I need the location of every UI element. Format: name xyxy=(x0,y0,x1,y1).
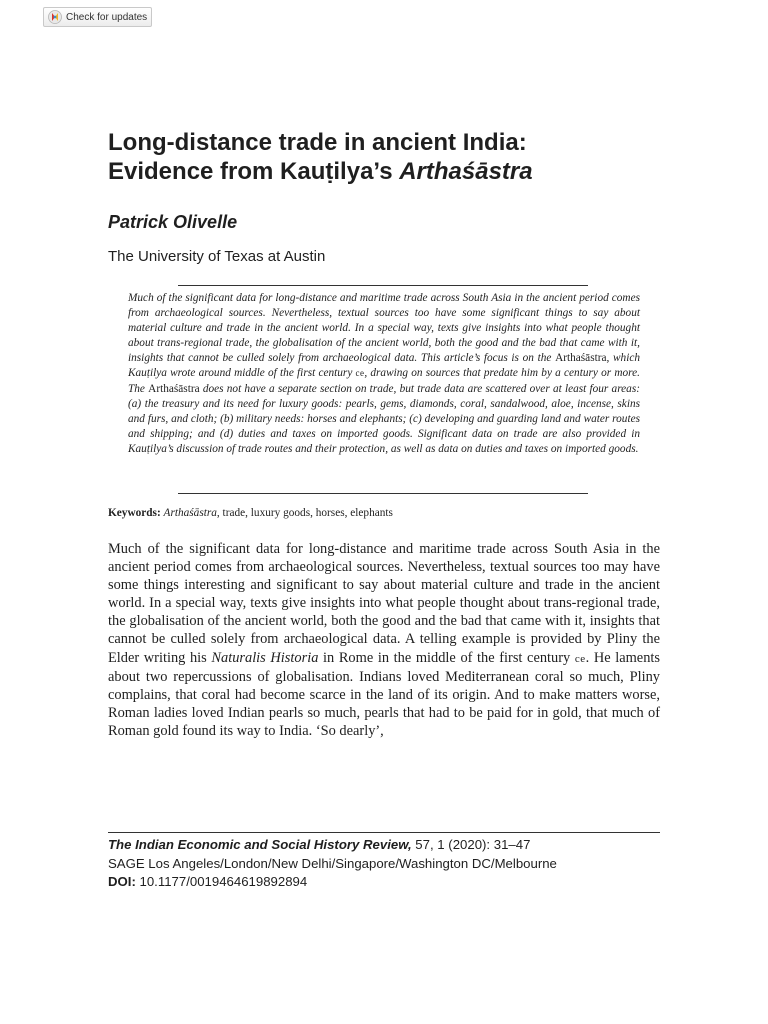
body-era: ce xyxy=(574,652,586,665)
title-line-2: Evidence from Kauṭilya’s xyxy=(108,158,400,185)
abstract-text-3: , drawing on sources that predate him by a century or more. The xyxy=(128,367,640,395)
keywords xyxy=(108,507,393,519)
footer-rule xyxy=(108,832,660,833)
citation-footer xyxy=(108,836,678,892)
keywords-list: , trade, luxury goods, horses, elephants xyxy=(216,507,393,519)
keywords-label: Keywords: xyxy=(108,507,161,519)
doi-label: DOI: xyxy=(108,874,136,889)
author-affiliation: The University of Texas at Austin xyxy=(108,248,326,265)
doi-line xyxy=(108,873,678,892)
crossmark-icon xyxy=(48,10,62,24)
abstract-work-title-2: Arthaśāstra xyxy=(148,382,200,395)
journal-title: The Indian Economic and Social History Review, xyxy=(108,837,412,852)
journal-line xyxy=(108,836,678,855)
publisher-line: SAGE Los Angeles/London/New Delhi/Singapore/Washington DC/Melbourne xyxy=(108,855,557,871)
keyword-work-title: Arthaśāstra xyxy=(163,507,217,519)
abstract-text-4: does not have a separate section on trade, but trade data are scattered over at least four areas: (a) the treasury and its need for luxury goods: pearls, gems, diamonds, coral, sandalwood, aloe, incense, skins and furs, and cloth; (b) military needs: horses and elephants; (c) developing and guarding land and water routes and shipping; and (d) duties and taxes on imported goods. Significant data on trade are also provided in Kauṭilya’s discussion of trade routes and their protection, as well as data on duties and taxes on imported goods. xyxy=(128,382,640,455)
body-italic-work: Naturalis Historia xyxy=(211,649,319,666)
author-name: Patrick Olivelle xyxy=(108,212,238,232)
abstract-text-1: Much of the significant data for long-distance and maritime trade across South Asia in the ancient period comes from archaeological sources. Nevertheless, textual sources too have some significant things to say about material culture and trade in the ancient world. In a special way, texts give insights into what people thought about trans-regional trade, the globalisation of the ancient world, both the good and the bad that came with it, insights that cannot be culled solely from archaeological data. This article’s focus is on the xyxy=(128,292,640,365)
body-text-3: . He laments about two repercussions of globalisation. Indians loved Mediterranean coral so much, Pliny complains, that coral had become scarce in the land of its origin. And to make matters worse, Roman ladies loved Indian pearls so much, pearls that had to be paid for in gold, that much of Roman gold found its way to India. ‘So dearly’, xyxy=(108,649,660,739)
body-text-2: in Rome in the middle of the first century xyxy=(318,649,575,666)
title-line-1: Long-distance trade in ancient India: xyxy=(108,129,527,156)
check-for-updates-label: Check for updates xyxy=(66,11,148,23)
body-text-1: Much of the significant data for long-distance and maritime trade across South Asia in the ancient period comes from archaeological sources. Nevertheless, textual sources too may have some things interesting and significant to say about material culture and trade in the ancient world. In a special way, texts give insights into what people thought about trans-regional trade, the globalisation of the ancient world, both the good and the bad that came with it, insights that cannot be culled solely from archaeological data. A telling example is provided by Pliny the Elder writing his xyxy=(108,541,660,666)
abstract-bottom-rule xyxy=(178,493,588,494)
abstract-era: ce xyxy=(355,368,365,379)
doi-value: 10.1177/0019464619892894 xyxy=(135,874,308,889)
abstract-top-rule xyxy=(178,285,588,286)
article-title xyxy=(108,128,708,186)
check-for-updates-button[interactable] xyxy=(43,7,152,27)
abstract-work-title-1: Arthaśāstra xyxy=(555,352,607,365)
abstract xyxy=(128,291,640,457)
journal-volume: 57, 1 (2020): 31–47 xyxy=(411,837,531,852)
body-paragraph xyxy=(108,540,660,740)
abstract-text-2: , which Kauṭilya wrote around middle of the first century xyxy=(128,352,640,380)
title-italic-work: Arthaśāstra xyxy=(399,158,533,185)
